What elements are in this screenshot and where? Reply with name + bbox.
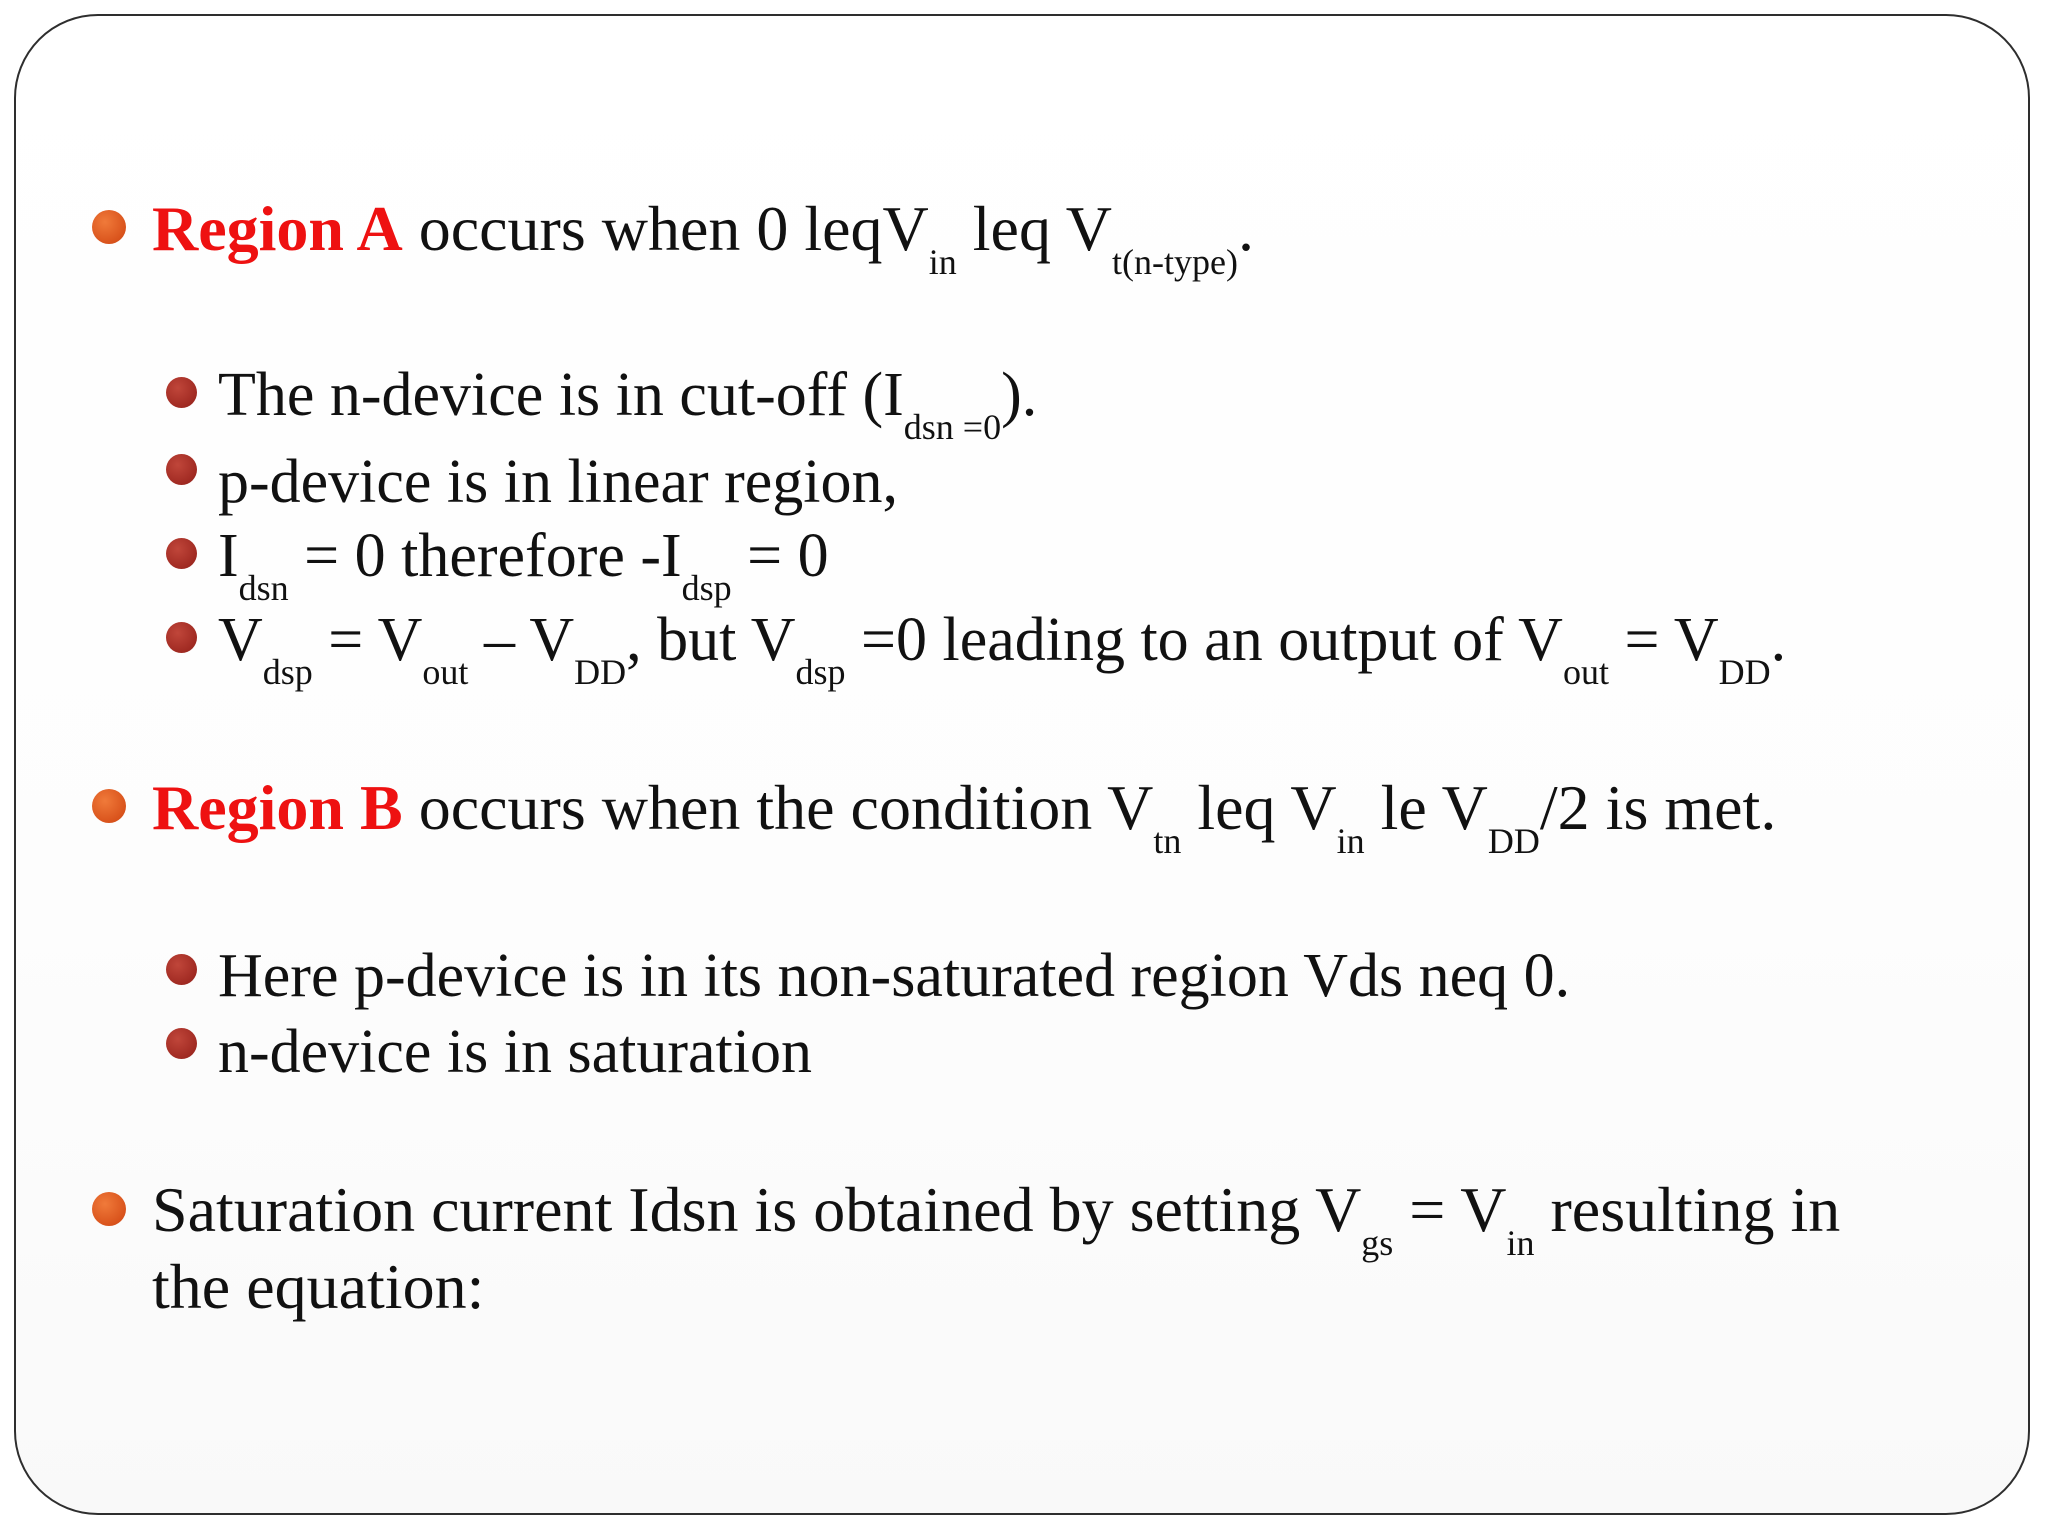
region-a-label: Region A — [152, 193, 403, 264]
region-a-point-2: p-device is in linear region, — [218, 448, 899, 516]
region-a-point-4: $V_{dsp} = V_{out} - V_{DD}$, but $V_{dsp} =0$ leading to an output of $V_{out} = V_{DD}$. — [218, 606, 1787, 692]
bullet-icon — [166, 622, 197, 653]
region-b-point-2: n-device is in saturation — [218, 1018, 812, 1086]
region-b-line: Region B occurs when the condition $V_{tn}$ leq $V_{in}$ le $V_{DD}/2$ is met. — [152, 772, 1777, 861]
bullet-icon — [166, 954, 197, 985]
region-a-point-1: The n-device is in cut-off $(I_{dsn =0})$. — [218, 361, 1038, 447]
bullet-icon — [166, 1028, 197, 1059]
region-b-point-1: Here p-device is in its non-saturated region Vds neq 0. — [218, 942, 1571, 1010]
saturation-line-2: the equation: — [152, 1251, 485, 1322]
bullet-icon — [166, 538, 197, 569]
bullet-icon — [166, 377, 197, 408]
bullet-icon — [92, 210, 126, 244]
bullet-icon — [92, 789, 126, 823]
saturation-line-1: Saturation current Idsn is obtained by setting $V_{gs} = V_{in}$ resulting in — [152, 1174, 1841, 1263]
bullet-icon — [92, 1192, 126, 1226]
bullet-icon — [166, 454, 197, 485]
region-b-label: Region B — [152, 772, 403, 843]
region-a-point-3: $I_{dsn} = 0$ therefore $-I_{dsp} = 0$ — [218, 522, 829, 608]
region-a-line: Region A occurs when 0 leqV$_{in}$ leq $V_{t(n-type)}$. — [152, 193, 1254, 282]
